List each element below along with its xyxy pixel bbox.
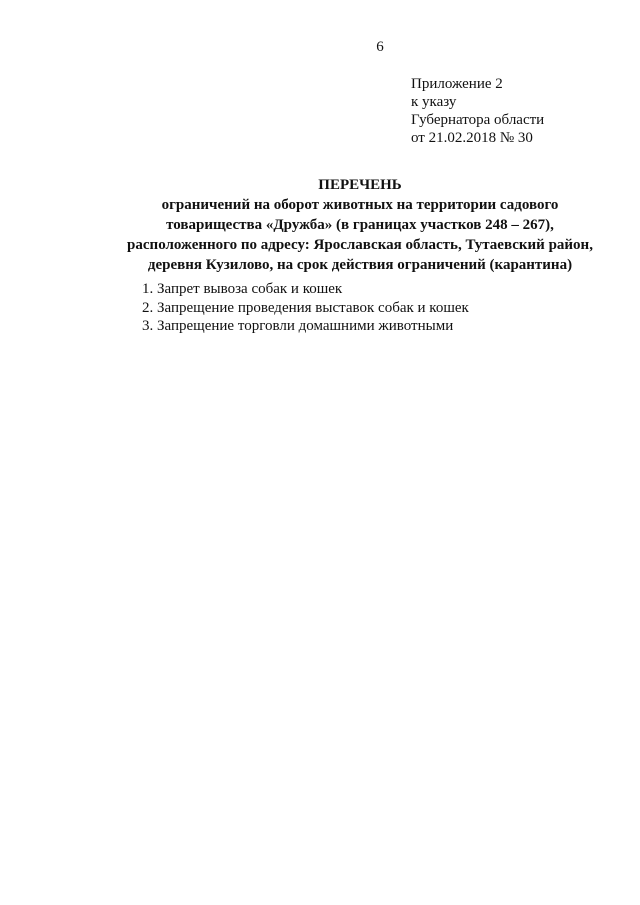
page-number: 6 [376, 39, 384, 55]
title-heading: ПЕРЕЧЕНЬ [318, 177, 402, 193]
document-title [80, 175, 640, 275]
title-line: ограничений на оборот животных на территории садового [161, 197, 559, 213]
title-line: товарищества «Дружба» (в границах участков 248 – 267), [166, 217, 554, 233]
title-line: деревня Кузилово, на срок действия ограничений (карантина) [147, 257, 573, 273]
appendix-line: от 21.02.2018 № 30 [411, 130, 533, 146]
appendix-line: Приложение 2 [411, 76, 503, 92]
restrictions-list [142, 280, 602, 336]
list-item: 3. Запрещение торговли домашними животными [142, 318, 454, 334]
appendix-reference [411, 75, 611, 147]
appendix-line: к указу [411, 94, 457, 110]
title-line: расположенного по адресу: Ярославская область, Тутаевский район, [127, 237, 593, 253]
appendix-line: Губернатора области [411, 112, 545, 128]
list-item: 1. Запрет вывоза собак и кошек [142, 281, 343, 297]
list-item: 2. Запрещение проведения выставок собак и кошек [142, 299, 469, 316]
